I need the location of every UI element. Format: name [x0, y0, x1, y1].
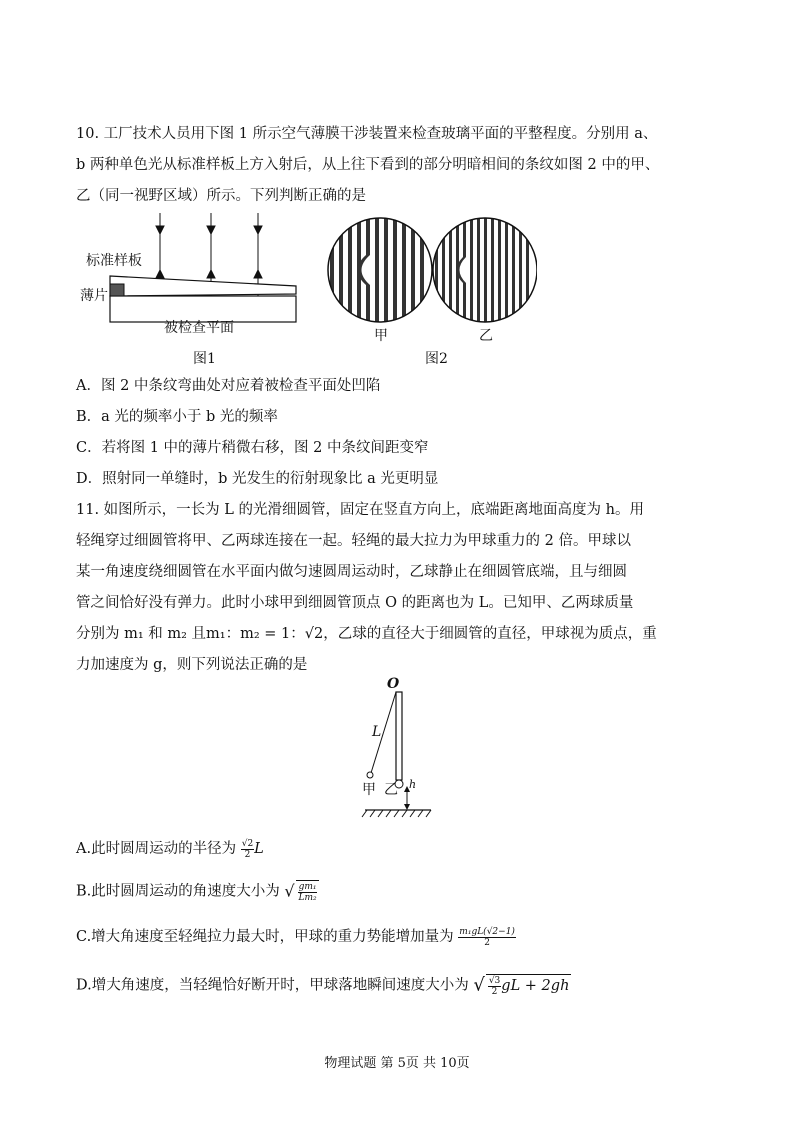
q11-option-c-numerator: m₁gL(√2−1) [459, 926, 515, 937]
q11-option-d-numerator: √3 [488, 975, 501, 986]
label-ball-yi: 乙 [384, 782, 398, 798]
q11-option-c-denominator: 2 [484, 937, 490, 948]
figure-1-caption: 图1 [193, 351, 216, 367]
figure-2-caption: 图2 [425, 351, 448, 367]
q11-line-1: 11. 如图所示，一长为 L 的光滑细圆管，固定在竖直方向上，底端距离地面高度为 h。用 [76, 502, 644, 518]
q11-option-c-text: C.增大角速度至轻绳拉力最大时，甲球的重力势能增加量为 [76, 929, 454, 945]
q11-line-2: 轻绳穿过细圆管将甲、乙两球连接在一起。轻绳的最大拉力为甲球重力的 2 倍。甲球以 [76, 533, 631, 549]
label-point-o: O [387, 676, 400, 692]
label-standard-plate: 标准样板 [86, 253, 142, 269]
q10-option-c: C．若将图 1 中的薄片稍微右移，图 2 中条纹间距变窄 [76, 440, 429, 456]
q11-option-a-denominator: 2 [244, 849, 251, 860]
q11-line-6: 力加速度为 g，则下列说法正确的是 [76, 657, 308, 673]
q11-line-5-part-c: ，乙球的直径大于细圆管的直径，甲球视为质点，重 [323, 626, 657, 642]
q11-line-3: 某一角速度绕细圆管在水平面内做匀速圆周运动时，乙球静止在细圆管底端，且与细圆 [76, 564, 627, 580]
q11-option-b: B.此时圆周运动的角速度大小为 √ $\frac{\text{gm₁}}{\text{Lm₂}}$ [76, 880, 319, 903]
q10-option-a: A．图 2 中条纹弯曲处对应着被检查平面处凹陷 [76, 378, 381, 394]
label-length-l: L [372, 724, 382, 740]
q11-option-a-tail: L [254, 841, 264, 857]
q11-option-c-fraction [458, 927, 516, 948]
q11-option-d-denominator: 2 [491, 986, 498, 997]
q11-option-c [76, 926, 516, 948]
q11-option-b-denominator: Lm₂ [298, 892, 317, 903]
label-thin-sheet: 薄片 [80, 288, 108, 304]
q11-line-5 [76, 623, 657, 645]
q11-option-b-numerator: gm₁ [298, 881, 317, 892]
q10-line-1: 10. 工厂技术人员用下图 1 所示空气薄膜干涉装置来检查玻璃平面的平整程度。分别用 a、 [76, 126, 658, 142]
q11-option-a-fraction [241, 839, 254, 860]
q11-option-d-fraction [488, 976, 501, 997]
figure-2-diagram [327, 215, 537, 325]
label-jia: 甲 [374, 328, 388, 344]
q11-option-b-text: B.此时圆周运动的角速度大小为 [76, 883, 280, 900]
q11-option-d-tail: gL + 2gh [501, 978, 570, 994]
q10-line-3: 乙（同一视野区域）所示。下列判断正确的是 [76, 188, 366, 204]
q10-option-b: B．a 光的频率小于 b 光的频率 [76, 409, 278, 425]
page-footer: 物理试题 第 5页 共 10页 [324, 1056, 470, 1071]
q11-option-d: D.增大角速度，当轻绳恰好断开时，甲球落地瞬间速度大小为 √ $\frac{√3}{2}$ gL + 2gh [76, 974, 570, 997]
label-yi: 乙 [479, 328, 493, 344]
q11-line-5-part-a: 分别为 m₁ 和 m₂ 且m₁：m₂ = 1： [76, 626, 305, 642]
q11-option-a [76, 838, 264, 860]
label-inspected-surface: 被检查平面 [164, 320, 234, 336]
label-ball-jia: 甲 [362, 782, 376, 798]
q11-option-a-numerator: √2 [241, 838, 254, 849]
q11-option-a-text: A.此时圆周运动的半径为 [76, 841, 237, 857]
label-height-h: h [409, 778, 417, 791]
q11-line-4: 管之间恰好没有弹力。此时小球甲到细圆管顶点 O 的距离也为 L。已知甲、乙两球质量 [76, 595, 634, 611]
figure-tube-diagram [355, 680, 435, 820]
q11-option-b-fraction [298, 882, 318, 903]
q10-line-2: b 两种单色光从标准样板上方入射后，从上往下看到的部分明暗相间的条纹如图 2 中的甲、 [76, 157, 660, 173]
q11-option-d-text: D.增大角速度，当轻绳恰好断开时，甲球落地瞬间速度大小为 [76, 977, 469, 994]
q11-line-5-sqrt2: √2 [304, 626, 324, 642]
q10-option-d: D．照射同一单缝时，b 光发生的衍射现象比 a 光更明显 [76, 471, 439, 487]
